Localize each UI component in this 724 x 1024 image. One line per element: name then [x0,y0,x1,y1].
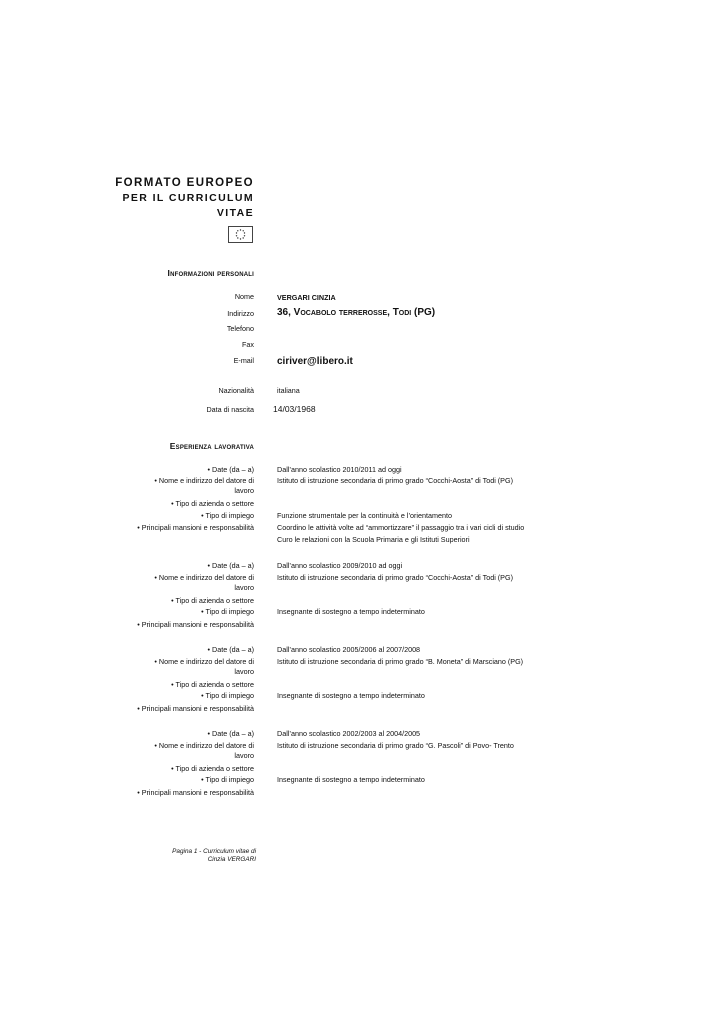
value-employer: Istituto di istruzione secondaria di primo grado “Cocchi-Aosta” di Todi (PG) [277,573,513,582]
label-nationality: Nazionalità [218,386,254,395]
label-duties: • Principali mansioni e responsabilità [137,704,254,713]
label-employer [104,741,254,761]
label-sector: • Tipo di azienda o settore [171,764,254,773]
value-duties [277,523,607,545]
value-dates: Dall’anno scolastico 2005/2006 al 2007/2008 [277,645,421,654]
label-employment: • Tipo di impiego [201,691,254,700]
label-employment: • Tipo di impiego [201,775,254,784]
value-employer: Istituto di istruzione secondaria di primo grado “B. Moneta” di Marsciano (PG) [277,657,524,666]
label-birth: Data di nascita [206,405,254,414]
label-employer-line2: lavoro [234,751,254,760]
cv-title [74,176,254,221]
page-footer [56,848,256,864]
label-phone: Telefono [226,324,254,333]
label-employer-line1: • Nome e indirizzo del datore di [154,657,254,666]
label-employer-line1: • Nome e indirizzo del datore di [154,573,254,582]
value-dates: Dall’anno scolastico 2010/2011 ad oggi [277,465,402,474]
label-duties: • Principali mansioni e responsabilità [137,788,254,797]
label-dates: • Date (da – a) [207,645,254,654]
label-name: Nome [234,292,254,301]
label-employment: • Tipo di impiego [201,511,254,520]
value-employer: Istituto di istruzione secondaria di primo grado “Cocchi-Aosta” di Todi (PG) [277,476,513,485]
label-employer-line2: lavoro [234,486,254,495]
label-sector: • Tipo di azienda o settore [171,680,254,689]
label-sector: • Tipo di azienda o settore [171,499,254,508]
label-employer-line2: lavoro [234,667,254,676]
label-employer [104,657,254,677]
value-name: VERGARI CINZIA [277,293,336,302]
value-duties-line1: Coordino le attività volte ad “ammortizzare” il passaggio tra i vari cicli di studio [277,523,525,532]
footer-line1: Pagina 1 - Curriculum vitae di [172,848,256,855]
value-employment: Funzione strumentale per la continuità e l’orientamento [277,511,452,520]
section-title-personal: Informazioni personali [167,268,254,278]
label-employment: • Tipo di impiego [201,607,254,616]
label-dates: • Date (da – a) [207,729,254,738]
cv-title-line2: PER IL CURRICULUM [122,192,254,204]
label-dates: • Date (da – a) [207,465,254,474]
label-sector: • Tipo di azienda o settore [171,596,254,605]
label-email: E-mail [233,356,254,365]
label-dates: • Date (da – a) [207,561,254,570]
label-fax: Fax [242,340,254,349]
label-duties: • Principali mansioni e responsabilità [137,620,254,629]
cv-title-line1: FORMATO EUROPEO [115,177,254,189]
value-employment: Insegnante di sostegno a tempo indeterminato [277,691,425,700]
value-birth: 14/03/1968 [273,404,316,414]
label-employer-line1: • Nome e indirizzo del datore di [154,741,254,750]
label-employer [104,476,254,496]
value-email: ciriver@libero.it [277,356,353,367]
cv-title-line3: VITAE [216,207,254,219]
label-employer [104,573,254,593]
value-address: 36, Vocabolo terrerosse, Todi (PG) [277,307,436,318]
value-employment: Insegnante di sostegno a tempo indeterminato [277,607,425,616]
eu-flag-icon [228,226,253,243]
value-dates: Dall’anno scolastico 2002/2003 al 2004/2005 [277,729,421,738]
value-employer: Istituto di istruzione secondaria di primo grado “G. Pascoli” di Povo- Trento [277,741,514,750]
value-dates: Dall’anno scolastico 2009/2010 ad oggi [277,561,403,570]
footer-line2: Cinzia VERGARI [207,856,256,863]
section-title-experience: Esperienza lavorativa [169,441,254,451]
label-employer-line1: • Nome e indirizzo del datore di [154,476,254,485]
label-duties: • Principali mansioni e responsabilità [137,523,254,532]
value-nationality: italiana [277,386,300,395]
label-employer-line2: lavoro [234,583,254,592]
value-employment: Insegnante di sostegno a tempo indeterminato [277,775,425,784]
label-address: Indirizzo [227,309,254,318]
value-duties-line2: Curo le relazioni con la Scuola Primaria e gli Istituti Superiori [277,535,470,544]
